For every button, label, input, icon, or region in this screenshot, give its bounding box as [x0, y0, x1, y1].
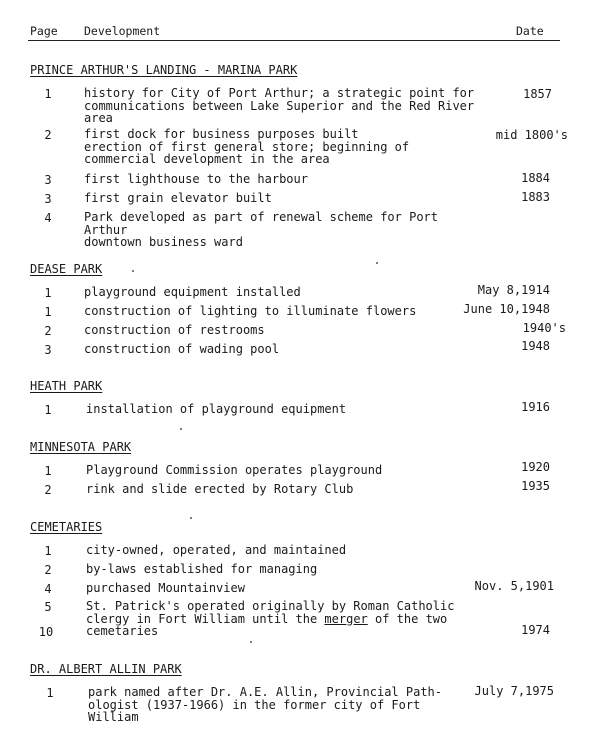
development-text: Park developed as part of renewal scheme for Port Arthur downtown business ward	[84, 210, 439, 249]
date-value: 1916	[521, 400, 550, 414]
date-value: May 8,1914	[477, 283, 550, 297]
page-number: 1	[44, 403, 52, 417]
development-text: purchased Mountainview	[86, 581, 245, 595]
page-number: 2	[44, 128, 52, 142]
section-title: CEMETARIES	[30, 520, 103, 534]
scan-speck	[190, 517, 192, 519]
section-title: DR. ALBERT ALLIN PARK	[30, 662, 182, 676]
scan-speck	[376, 262, 378, 264]
section-title: PRINCE ARTHUR'S LANDING - MARINA PARK	[30, 63, 298, 77]
page-number: 4	[44, 211, 52, 225]
development-text: first lighthouse to the harbour	[84, 172, 308, 186]
development-text: St. Patrick's operated originally by Roman Catholic clergy in Fort William until the merger of the two	[86, 599, 455, 626]
development-text: rink and slide erected by Rotary Club	[86, 482, 354, 496]
development-text: Playground Commission operates playground	[86, 463, 383, 477]
date-value: 1974	[521, 623, 550, 637]
page-number: 10	[38, 625, 54, 639]
page-number: 3	[44, 173, 52, 187]
page-number: 3	[44, 192, 52, 206]
scan-speck	[132, 270, 134, 272]
header-rule	[28, 40, 560, 41]
underlined-word: merger	[324, 611, 368, 626]
date-value: 1884	[521, 171, 550, 185]
page-number: 2	[44, 483, 52, 497]
scan-speck	[250, 641, 252, 643]
page-number: 2	[44, 324, 52, 338]
page-number: 5	[44, 600, 52, 614]
page-number: 1	[44, 544, 52, 558]
scan-speck	[180, 428, 182, 430]
development-text: city-owned, operated, and maintained	[86, 543, 347, 557]
date-value: 1935	[521, 479, 550, 493]
date-value: 1940's	[522, 321, 566, 335]
page-number: 1	[44, 305, 52, 319]
page-number: 4	[44, 582, 52, 596]
section-title: DEASE PARK	[30, 262, 103, 276]
date-value: Nov. 5,1901	[474, 579, 554, 593]
header-date-label: Date	[516, 24, 544, 38]
page-number: 3	[44, 343, 52, 357]
development-text: construction of wading pool	[84, 342, 280, 356]
development-text: construction of restrooms	[84, 323, 265, 337]
page-number: 1	[46, 686, 54, 700]
date-value: 1948	[521, 339, 550, 353]
development-text: park named after Dr. A.E. Allin, Provincial Path- ologist (1937-1966) in the former city of Fort William	[88, 685, 443, 724]
development-text: history for City of Port Arthur; a strategic point for communications between Lake Superior and the Red River area	[84, 86, 475, 125]
page-number: 1	[44, 286, 52, 300]
development-text: first dock for business purposes built erection of first general store; beginning of commercial development in the area	[84, 127, 410, 166]
section-title: MINNESOTA PARK	[30, 440, 132, 454]
header-page-label: Page	[30, 24, 58, 38]
date-value: 1920	[521, 460, 550, 474]
header-development-label: Development	[84, 24, 161, 38]
development-text: construction of lighting to illuminate flowers	[84, 304, 417, 318]
date-value: June 10,1948	[463, 302, 550, 316]
page-number: 1	[44, 87, 52, 101]
page-number: 1	[44, 464, 52, 478]
date-value: 1857	[523, 87, 552, 101]
development-text: by-laws established for managing	[86, 562, 318, 576]
section-title: HEATH PARK	[30, 379, 103, 393]
date-value: July 7,1975	[474, 684, 554, 698]
page-number: 2	[44, 563, 52, 577]
date-value: mid 1800's	[495, 128, 568, 142]
development-text: installation of playground equipment	[86, 402, 347, 416]
development-text: cemetaries	[86, 624, 159, 638]
development-text: playground equipment installed	[84, 285, 301, 299]
date-value: 1883	[521, 190, 550, 204]
development-text: first grain elevator built	[84, 191, 272, 205]
